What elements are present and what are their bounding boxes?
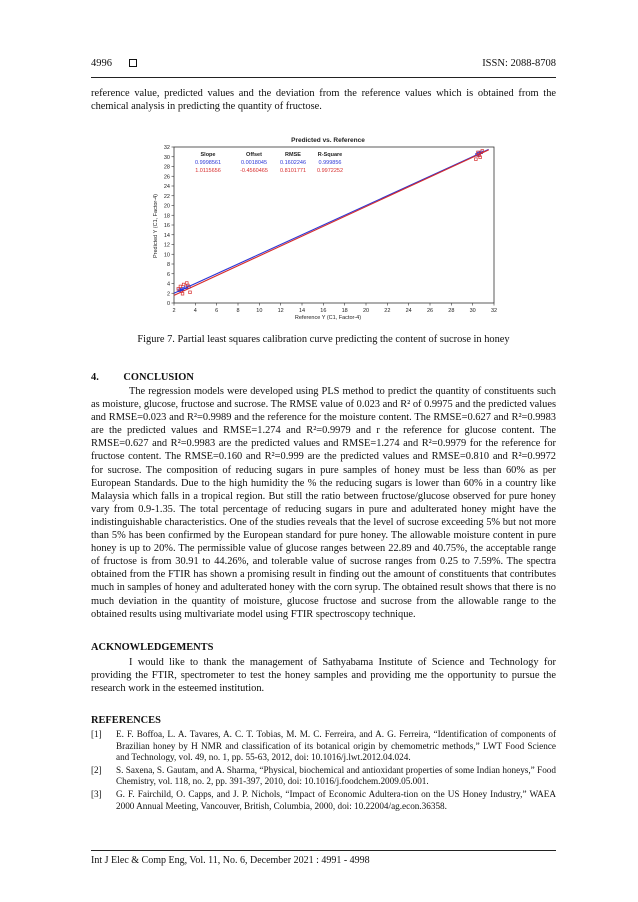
- x-tick-label: 26: [426, 308, 434, 314]
- figure-chart: [142, 131, 504, 323]
- stats-cell: 0.1602246: [280, 160, 306, 166]
- stats-header: Offset: [246, 152, 262, 158]
- x-tick-label: 14: [298, 308, 306, 314]
- x-tick-label: 10: [256, 308, 263, 314]
- reference-item: [91, 729, 556, 764]
- y-tick-label: 10: [163, 252, 170, 259]
- reference-text: E. F. Boffoa, L. A. Tavares, A. C. T. Tobias, M. M. C. Ferreira, and A. G. Ferreira, “Identification of components of Brazilian honey by H NMR and classification of its botanical origin by chemometric methods,” LWT Food Science and Technology, vol. 49, no. 1, pp. 55-63, 2012, doi: 10.1016/j.lwt.2012.04.024.: [116, 729, 556, 763]
- chart-title: Predicted vs. Reference: [291, 137, 365, 144]
- intro-paragraph: [91, 87, 556, 113]
- page-footer: Int J Elec & Comp Eng, Vol. 11, No. 6, December 2021 : 4991 - 4998: [91, 855, 370, 866]
- header-rule: [91, 77, 556, 78]
- conclusion-heading: [91, 372, 194, 383]
- stats-cell: -0.4560465: [240, 168, 268, 174]
- stats-cell: 0.9972252: [317, 168, 343, 174]
- stats-cell: 1.0115656: [195, 168, 221, 174]
- stats-header: Slope: [200, 152, 216, 158]
- acknowledgements-paragraph: [91, 656, 556, 695]
- reference-text: G. F. Fairchild, O. Capps, and J. P. Nichols, “Impact of Economic Adultera-tion on the US Honey Industry,” WAEA 2000 Annual Meeting, Vancouver, British, Columbia, 2000, doi: 10.22004/ag.econ.36358.: [116, 788, 556, 811]
- chart-svg: [142, 131, 504, 323]
- references-list: [91, 729, 556, 813]
- data-point: [182, 283, 185, 286]
- data-point: [189, 291, 192, 294]
- y-tick-label: 16: [163, 223, 170, 229]
- x-tick-label: 4: [193, 308, 197, 314]
- conclusion-text: The regression models were developed using PLS method to predict the quantity of constituents such as moisture, glucose, fructose and sucrose. The RMSE value of 0.023 and R² of 0.9975 and the predicted values and RMSE=0.023 and R²=0.9989 and the reference for the moisture content. The RMSE=0.627 and R²=0.9983 are the predicted values and RMSE=1.274 and R²=0.9979 and r the reference for glucose content. The RMSE=0.627 and R²=0.9983 are the predicted values and RMSE=1.274 and R²=0.9979 for the reference for fructose content. The RMSE=0.160 and R²=0.999 are the predicted values and RMSE=0.810 and R²=0.9972 for sucrose. The composition of reducing sugars in pure samples of honey must be less than 60% as per European Standards. Due to the high humidity the % the reducing sugars is lower than 60% in a country like Malaysia which falls in a tropical region. But still the ratio between fructose/glucose observed for pure honey vary from 0.9-1.35. The total percentage of reducing sugars in pure and adulterated honey might have the indistinguishable characteristics. One of the studies reveals that the level of sucrose exceeding 5% but not more than 5% has been confirmed by the European standard for pure honey. The allowable moisture content in pure honey is up to 20%. The permissible value of glucose ranges between 22.89 and 40.75%, the acceptable range of fructose is from 30.91 to 44.26%, and tolerable value of sucrose ranges from 0.25 to 7.59%. The spectra obtained from the FTIR has shown a promising result in finding out the amount of constituents that contributes much in samples of honey and adulterated honey with the corn syrup. The obtained result shows that there is no much deviation in the quantity of moisture, glucose fructose and sucrose from the allowable range to the obtained results using multivariate model using FTIR spectroscopy technique.: [91, 386, 556, 620]
- x-tick-label: 18: [341, 308, 348, 314]
- reference-number: [2]: [91, 764, 102, 775]
- y-tick-label: 22: [163, 193, 170, 200]
- issn: ISSN: 2088-8708: [482, 58, 556, 69]
- data-point: [181, 292, 184, 295]
- reference-item: [91, 765, 556, 788]
- square-icon: [129, 59, 137, 67]
- x-tick-label: 2: [172, 308, 176, 314]
- x-tick-label: 16: [320, 308, 327, 314]
- reference-item: [91, 789, 556, 812]
- x-tick-label: 30: [469, 308, 476, 314]
- y-tick-label: 8: [166, 262, 170, 268]
- x-tick-label: 32: [490, 308, 498, 314]
- y-tick-label: 20: [163, 203, 170, 210]
- y-tick-label: 26: [163, 174, 170, 181]
- y-tick-label: 12: [163, 242, 170, 249]
- conclusion-paragraph: [91, 385, 556, 621]
- reference-text: S. Saxena, S. Gautam, and A. Sharma, “Physical, biochemical and antioxidant properties of some Indian honeys,” Food Chemistry, vol. 118, no. 2, pp. 391-397, 2010, doi: 10.1016/j.foodchem.2009.05.001.: [116, 764, 556, 787]
- y-tick-label: 6: [166, 271, 170, 278]
- x-tick-label: 6: [215, 308, 219, 314]
- x-tick-label: 24: [405, 308, 412, 314]
- y-tick-label: 32: [163, 145, 170, 151]
- section-title: CONCLUSION: [123, 372, 194, 383]
- x-tick-label: 8: [236, 308, 240, 314]
- stats-cell: 0.9998561: [195, 160, 221, 166]
- references-heading: REFERENCES: [91, 715, 161, 726]
- chart-x-label: Reference Y (C1, Factor-4): [294, 315, 362, 321]
- stats-cell: 0.0018045: [241, 160, 267, 166]
- intro-text: reference value, predicted values and the deviation from the reference values which is obtained from the chemical analysis in predicting the quantity of fructose.: [91, 88, 556, 113]
- x-tick-label: 20: [362, 308, 370, 314]
- x-tick-label: 12: [277, 308, 284, 314]
- y-tick-label: 0: [166, 301, 170, 307]
- x-tick-label: 22: [384, 308, 391, 314]
- y-tick-label: 14: [163, 232, 170, 239]
- stats-cell: 0.8101771: [280, 168, 306, 174]
- y-tick-label: 18: [163, 213, 170, 220]
- acknowledgements-heading: ACKNOWLEDGEMENTS: [91, 642, 214, 653]
- page-number: 4996: [91, 58, 112, 69]
- section-number: 4.: [91, 372, 99, 383]
- page-header: [91, 58, 556, 74]
- stats-header: R-Square: [317, 152, 343, 158]
- reference-number: [1]: [91, 729, 102, 739]
- acknowledgements-text: I would like to thank the management of Sathyabama Institute of Science and Technology for providing the FTIR, spectrometer to test the honey samples and providing me the opportunity to pursue the research work in the esteemed institution.: [91, 657, 556, 695]
- y-tick-label: 4: [166, 281, 170, 288]
- stats-cell: 0.999856: [318, 160, 342, 166]
- figure-caption: Figure 7. Partial least squares calibration curve predicting the content of sucrose in honey: [137, 334, 510, 345]
- y-tick-label: 24: [163, 184, 170, 190]
- reference-number: [3]: [91, 788, 102, 799]
- footer-rule: [91, 850, 556, 851]
- chart-y-label: Predicted Y (C1, Factor-4): [153, 194, 159, 258]
- y-tick-label: 30: [163, 154, 170, 161]
- x-tick-label: 28: [448, 308, 455, 314]
- y-tick-label: 28: [163, 164, 170, 171]
- data-point: [475, 158, 478, 161]
- stats-table: [195, 152, 343, 174]
- y-tick-label: 2: [166, 291, 170, 298]
- stats-header: RMSE: [285, 152, 301, 158]
